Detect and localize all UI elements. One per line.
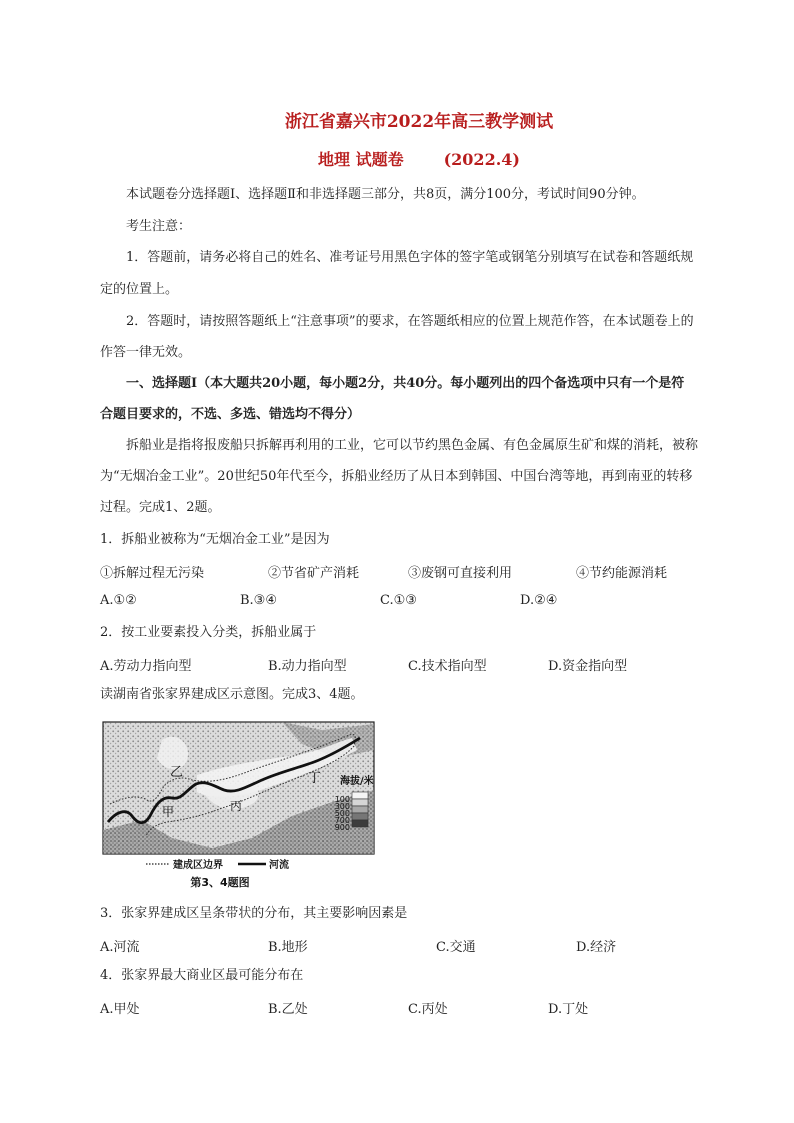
question-2-stem: 2．按工业要素投入分类，拆船业属于: [100, 625, 317, 640]
passage-1-line-3: 过程。完成1、2题。: [100, 500, 221, 515]
q3-option-c: C.交通: [436, 940, 476, 955]
passage-1-line-1: 拆船业是指将报废船只拆解再利用的工业，它可以节约黑色金属、有色金属原生矿和煤的消耗，被称: [126, 438, 699, 453]
q2-option-c: C.技术指向型: [408, 659, 487, 674]
section-1-heading-line-2: 合题目要求的，不选、多选、错选均不得分）: [100, 407, 361, 422]
elevation-legend: [335, 774, 374, 832]
key-boundary-label: 建成区边界: [173, 860, 223, 871]
legend-value-700: 700: [334, 816, 350, 825]
exam-subtitle: [22, 147, 794, 170]
q1-option-a: A.①②: [100, 593, 137, 608]
q3-option-d: D.经济: [576, 940, 617, 955]
passage-2: 读湖南省张家界建成区示意图。完成3、4题。: [100, 687, 364, 702]
question-3-stem: 3．张家界建成区呈条带状的分布，其主要影响因素是: [100, 906, 408, 921]
notice-2-line-2: 作答一律无效。: [100, 345, 192, 360]
q4-option-d: D.丁处: [548, 1002, 589, 1017]
q1-statement-3: ③废钢可直接利用: [408, 566, 513, 581]
q4-option-c: C.丙处: [408, 1002, 448, 1017]
q1-statement-2: ②节省矿产消耗: [268, 566, 360, 581]
notice-2-line-1: 2．答题时，请按照答题纸上“注意事项”的要求，在答题纸相应的位置上规范作答，在本试题卷上的: [126, 314, 694, 329]
passage-1-line-2: 为“无烟冶金工业”。20世纪50年代至今，拆船业经历了从日本到韩国、中国台湾等地，再到南亚的转移: [100, 469, 693, 484]
q3-option-a: A.河流: [100, 940, 140, 955]
q4-option-a: A.甲处: [100, 1002, 140, 1017]
q3-option-b: B.地形: [268, 940, 308, 955]
q4-option-b: B.乙处: [268, 1002, 308, 1017]
legend-value-100: 100: [334, 795, 350, 804]
q2-option-a: A.劳动力指向型: [100, 659, 192, 674]
subject-label: 地理 试题卷: [318, 150, 404, 169]
map-label-yi: 乙: [170, 765, 184, 780]
q2-option-b: B.动力指向型: [268, 659, 347, 674]
zhangjiajie-map: [102, 720, 378, 892]
legend-value-300: 300: [334, 802, 350, 811]
q1-option-c: C.①③: [380, 593, 417, 608]
intro-text: 本试题卷分选择题Ⅰ、选择题Ⅱ和非选择题三部分，共8页，满分100分，考试时间90分钟。: [126, 187, 645, 202]
exam-date: (2022.4): [443, 150, 520, 169]
map-label-ding: 丁: [308, 771, 322, 786]
map-label-bing: 丙: [230, 799, 243, 813]
section-1-heading-line-1: 一、选择题Ⅰ（本大题共20小题，每小题2分，共40分。每小题列出的四个备选项中只有一个是符: [126, 376, 685, 391]
q1-statement-4: ④节约能源消耗: [576, 566, 668, 581]
q1-statement-1: ①拆解过程无污染: [100, 566, 205, 581]
notice-1-line-1: 1．答题前，请务必将自己的姓名、准考证号用黑色字体的签字笔或钢笔分别填写在试卷和答题纸规: [126, 250, 694, 265]
question-4-stem: 4．张家界最大商业区最可能分布在: [100, 968, 304, 983]
map-key: [146, 858, 289, 871]
map-caption: 第3、4题图: [190, 876, 250, 889]
q1-option-d: D.②④: [520, 593, 558, 608]
q2-option-d: D.资金指向型: [548, 659, 628, 674]
notice-1-line-2: 定的位置上。: [100, 282, 179, 297]
question-1-stem: 1．拆船业被称为“无烟冶金工业”是因为: [100, 532, 330, 547]
legend-value-500: 500: [334, 809, 350, 818]
legend-title: 海拔/米: [340, 776, 374, 787]
q1-option-b: B.③④: [240, 593, 277, 608]
map-label-jia: 甲: [162, 805, 175, 819]
key-river-label: 河流: [269, 860, 289, 871]
exam-title: 浙江省嘉兴市2022年高三教学测试: [284, 112, 554, 132]
notice-title: 考生注意：: [126, 219, 192, 234]
legend-value-900: 900: [334, 823, 350, 832]
